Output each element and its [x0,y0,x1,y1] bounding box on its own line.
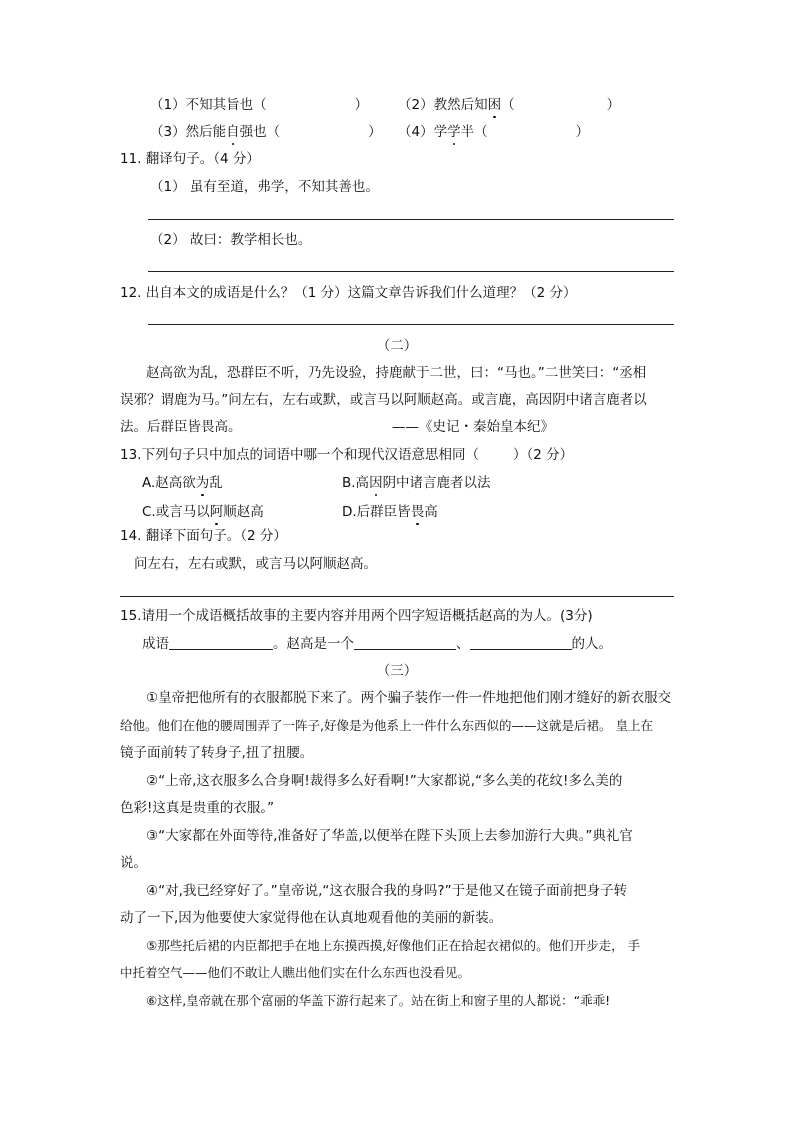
q10-item-4-open: 半（ [460,124,488,140]
option-text: 阴中诸言鹿者以法 [382,475,491,491]
emphasis-dotted-char: 因 [369,475,383,491]
q10-item-3 [150,122,382,142]
q10-item-2-text: （2）教然后知 [398,97,488,113]
passage-2-line: 赵高欲为乱，恐群臣不听，乃先设验，持鹿献于二世，曰：“马也。”二世笑曰：“丞相 [146,365,647,381]
answer-line[interactable] [120,596,674,597]
q15-idiom-label: 成语 [142,636,169,652]
passage-3-line: ②“上帝,这衣服多么合身啊!裁得多么好看啊!”大家都说,“多么美的花纹!多么美的 [146,773,623,789]
q10-item-2 [398,95,620,115]
trait-blank-2[interactable] [470,635,572,650]
option-text: 高 [424,504,438,520]
section-3-heading: （三） [376,663,418,679]
q13-option-b[interactable] [342,473,491,493]
option-text: D.后群臣皆 [342,504,411,520]
option-text: 顺赵高 [223,504,264,520]
emphasis-dotted-char: 畏 [410,504,425,520]
passage-3-line: ⑥这样,皇帝就在那个富丽的华盖下游行起来了。站在街上和窗子里的人都说：“乖乖! [146,993,611,1008]
emphasis-dotted-char: 学 [447,124,461,140]
q10-item-3-bracket: ） [368,124,382,140]
q15-title: 15.请用一个成语概括故事的主要内容并用两个四字短语概括赵高的为人。(3分) [120,608,593,624]
q10-item-3-open: 强也（ [239,124,281,140]
q14-title: 14. 翻译下面句子。（2 分） [120,528,287,544]
q10-item-2-bracket: ） [606,97,621,113]
q12-title: 12. 出自本文的成语是什么？（1 分）这篇文章告诉我们什么道理？（2 分） [120,285,577,301]
q13-option-c[interactable] [142,502,264,522]
passage-3-line: ④“对,我已经穿好了。”皇帝说,“这衣服合我的身吗?”于是他又在镜子面前把身子转 [146,883,628,899]
emphasis-dotted-char: 为 [195,475,210,491]
passage-3-line: ⑤那些托后裙的内臣都把手在地上东摸西摸,好像他们正在拾起衣裙似的。他们开步走， 手 [146,938,641,953]
q10-item-4-text: （4）学 [398,124,448,140]
section-2-heading: （二） [376,338,418,354]
q13-option-d[interactable] [342,502,438,522]
q10-item-4 [398,122,589,142]
q11-title: 11. 翻译句子。（4 分） [120,151,260,167]
q13-title [120,445,573,465]
trait-blank-1[interactable] [354,635,456,650]
q14-sentence: 问左右，左右或默，或言马以阿顺赵高。 [134,556,377,572]
q15-mid-text: 。赵高是一个 [273,636,354,652]
option-text: 乱 [209,475,223,491]
answer-line[interactable] [148,271,674,272]
q11-sentence-2: （2） 故曰：教学相长也。 [150,232,312,248]
passage-3-line: ①皇帝把他所有的衣服都脱下来了。两个骗子装作一件一件地把他们刚才缝好的新衣服交 [146,690,672,706]
q11-sentence-1: （1） 虽有至道，弗学，不知其善也。 [150,179,379,195]
option-text: B.高 [342,475,370,491]
emphasis-dotted-char: 阿 [209,504,224,520]
emphasis-dotted-char: 困 [487,97,502,113]
q10-item-4-bracket: ） [575,124,590,140]
emphasis-dotted-char: 自 [226,124,240,140]
passage-3-line: 动了一下,因为他要使大家觉得他在认真地观看他的美丽的新装。 [120,910,503,926]
passage-2-line: 法。后群臣皆畏高。 [120,419,242,435]
option-text: C.或言马以 [142,504,210,520]
answer-line[interactable] [148,324,674,325]
passage-3-line: 给他。他们在他的腰周围弄了一阵子,好像是为他系上一件什么东西似的——这就是后裙。 皇上在 [120,718,653,733]
passage-3-line: 色彩!这真是贵重的衣服。” [120,800,275,816]
option-text: A.赵高欲 [142,475,196,491]
q10-item-1-text: （1）不知其旨也（ [150,97,267,113]
passage-3-line: 镜子面前转了转身子,扭了扭腰。 [120,745,314,761]
q13-option-a[interactable] [142,473,223,493]
q10-item-1 [150,95,368,115]
q13-title-text: 13.下列句子只中加点的词语中哪一个和现代汉语意思相同（ [120,447,479,463]
passage-3-line: 中托着空气——他们不敢让人瞧出他们实在什么东西也没看见。 [120,965,471,980]
passage-2-line: 误邪？谓鹿为马。”问左右，左右或默，或言马以阿顺赵高。或言鹿，高因阴中诸言鹿者以 [120,392,647,408]
q13-title-score: ）（2 分） [512,447,574,463]
q10-item-2-open: （ [501,97,515,113]
answer-line[interactable] [148,219,674,220]
q15-end-text: 的人。 [571,636,612,652]
passage-3-line: ③“大家都在外面等待,准备好了华盖,以便举在陛下头顶上去参加游行大典。”典礼官 [146,828,633,844]
q10-item-3-text: （3）然后能 [150,124,227,140]
q10-item-1-bracket: ） [354,97,369,113]
q15-fill-line [142,634,612,654]
passage-2-source: ——《史记・秦始皇本纪》 [392,419,554,435]
q15-separator: 、 [456,636,470,652]
passage-3-line: 说。 [120,855,147,871]
idiom-blank[interactable] [169,635,273,650]
